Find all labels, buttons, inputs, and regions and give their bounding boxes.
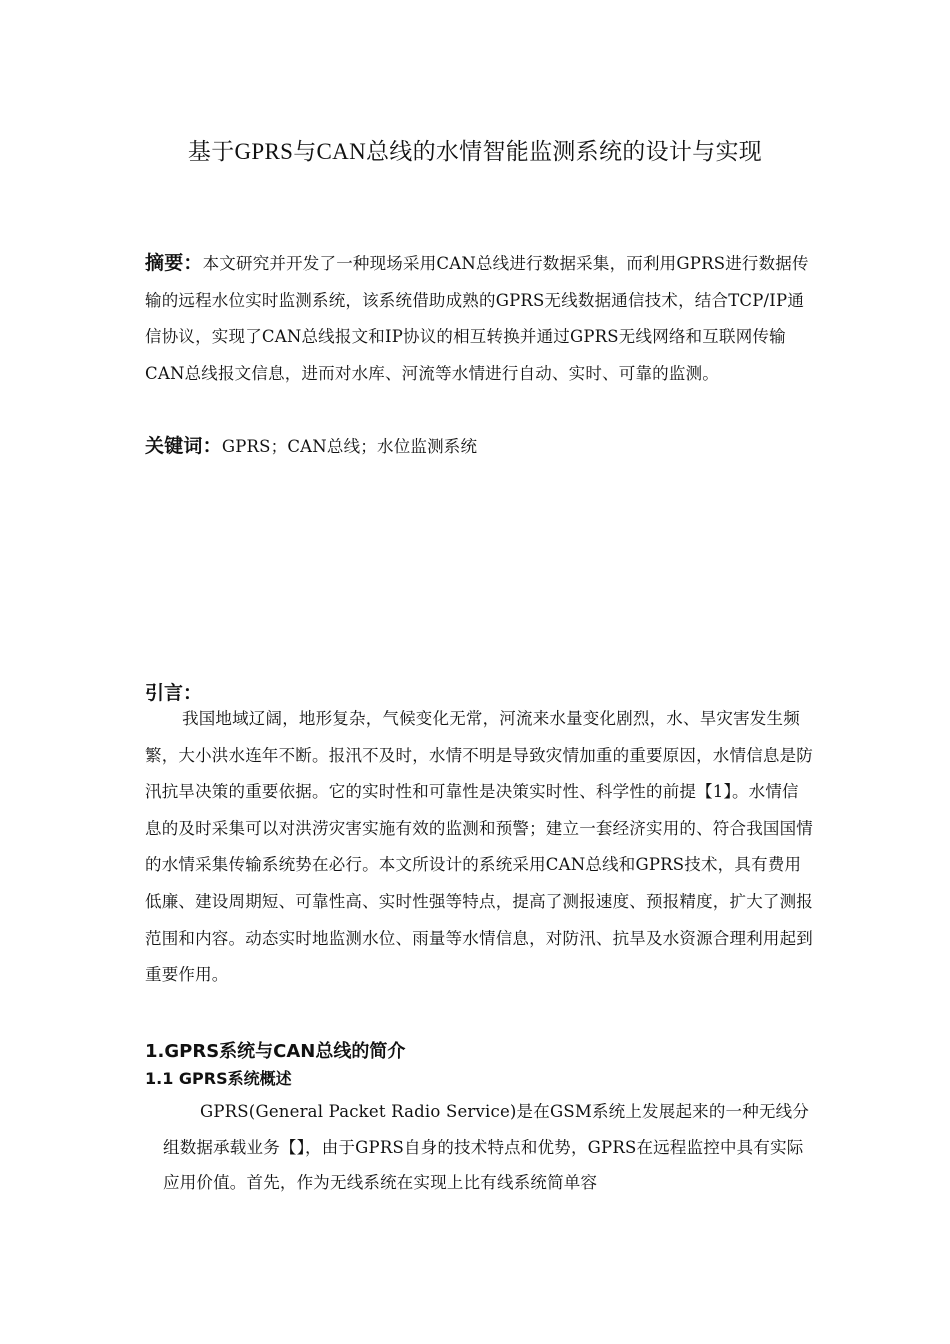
- section-1-heading: 1.GPRS系统与CAN总线的简介: [145, 1041, 406, 1062]
- paper-title: 基于GPRS与CAN总线的水情智能监测系统的设计与实现: [187, 139, 763, 164]
- keywords-label: 关键词：: [145, 435, 222, 457]
- section-1-1-heading: 1.1 GPRS系统概述: [145, 1069, 292, 1088]
- keywords-line: [145, 428, 815, 466]
- section-1-1-paragraph: GPRS(General Packet Radio Service)是在GSM系统上发展起来的一种无线分组数据承载业务【】，由于GPRS自身的技术特点和优势，GPRS在远程监控中具有实际应用价值。首先，作为无线系统在实现上比有线系统简单容: [163, 1102, 810, 1192]
- intro-paragraph: 我国地域辽阔，地形复杂，气候变化无常，河流来水量变化剧烈，水、旱灾害发生频繁，大小洪水连年不断。报汛不及时，水情不明是导致灾情加重的重要原因，水情信息是防汛抗旱决策的重要依据。它的实时性和可靠性是决策实时性、科学性的前提【1】。水情信息的及时采集可以对洪涝灾害实施有效的监测和预警；建立一套经济实用的、符合我国国情的水情采集传输系统势在必行。本文所设计的系统采用CAN总线和GPRS技术，具有费用低廉、建设周期短、可靠性高、实时性强等特点，提高了测报速度、预报精度，扩大了测报范围和内容。动态实时地监测水位、雨量等水情信息，对防汛、抗旱及水资源合理利用起到重要作用。: [145, 709, 813, 985]
- abstract-label: 摘要：: [145, 252, 203, 274]
- intro-heading: 引言：: [145, 682, 203, 704]
- keywords-text: GPRS；CAN总线；水位监测系统: [221, 437, 478, 456]
- abstract-text: 本文研究并开发了一种现场采用CAN总线进行数据采集，而利用GPRS进行数据传输的远程水位实时监测系统，该系统借助成熟的GPRS无线数据通信技术，结合TCP/IP通信协议，实现了CAN总线报文和IP协议的相互转换并通过GPRS无线网络和互联网传输CAN总线报文信息，进而对水库、河流等水情进行自动、实时、可靠的监测。: [145, 254, 809, 383]
- abstract-paragraph: [145, 245, 815, 392]
